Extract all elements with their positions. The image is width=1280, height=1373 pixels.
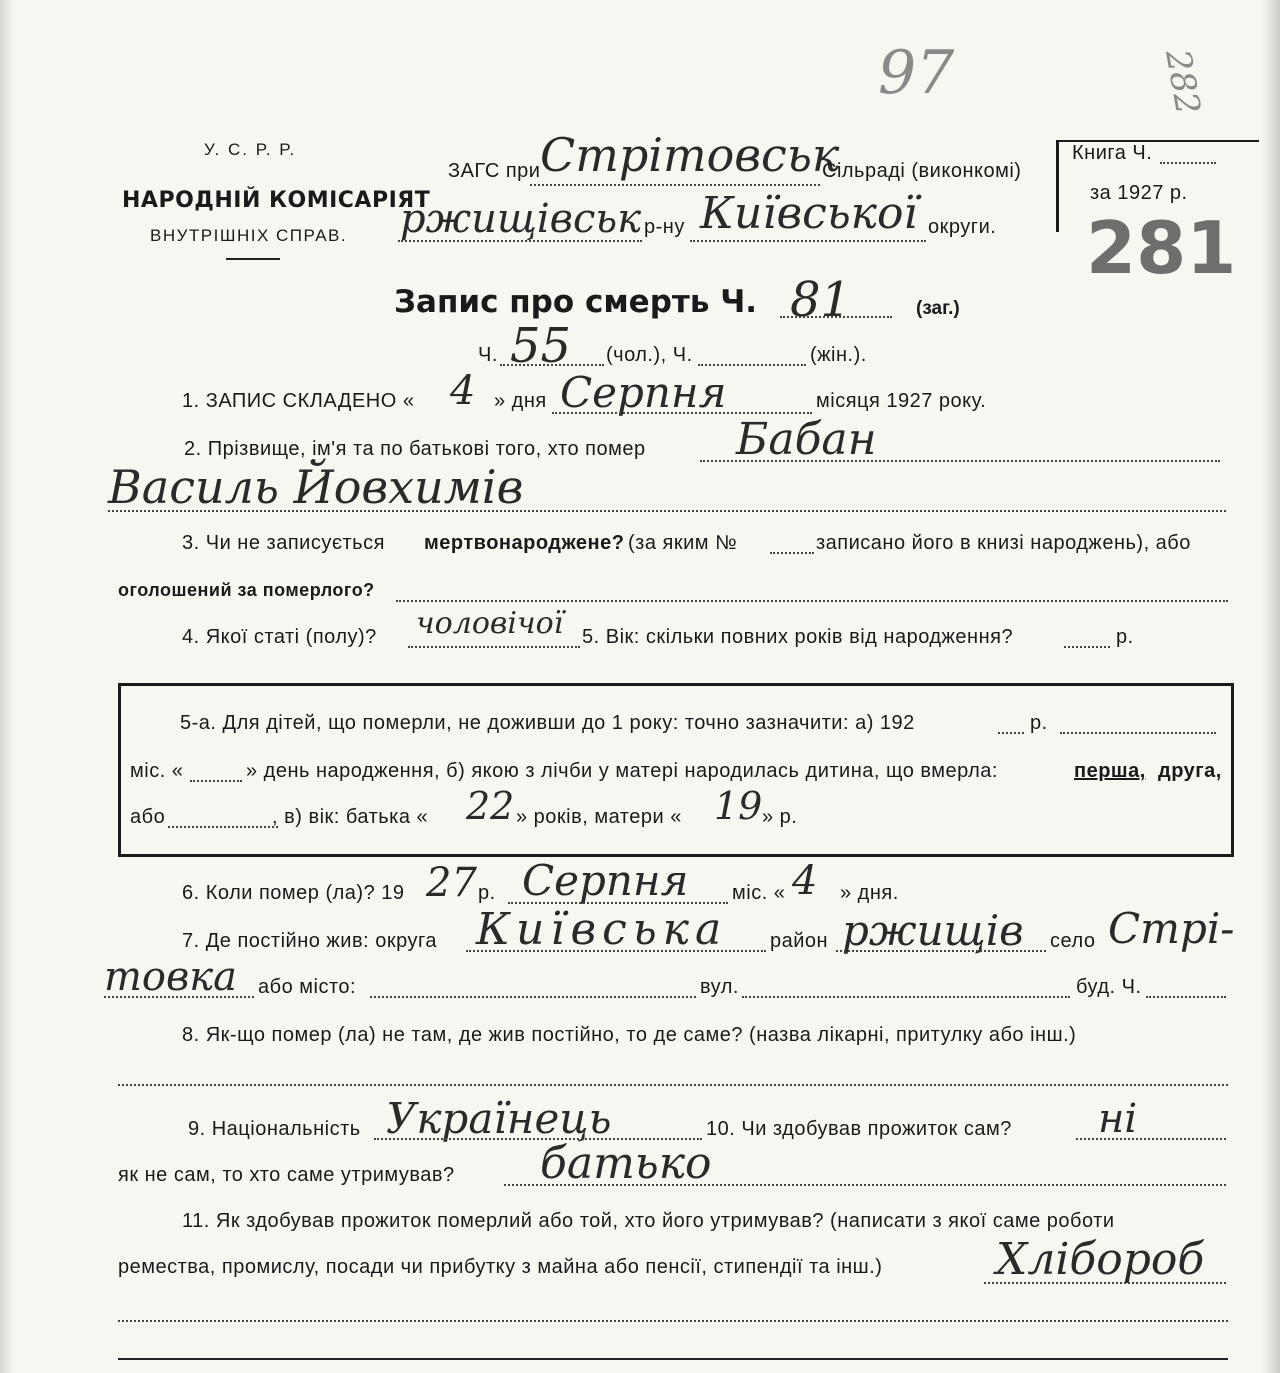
field5a-year-unit: р. — [1030, 712, 1048, 734]
pencil-mark-corner: 282 — [1157, 46, 1208, 118]
residence-rayon-handwritten: ржищів — [842, 906, 1024, 955]
residence-village-cont-line — [104, 996, 254, 998]
residence-village-cont-handwritten: товка — [104, 954, 238, 1000]
header-rule — [226, 258, 280, 260]
field5a-second: друга, — [1158, 760, 1222, 782]
residence-okrug-line — [466, 950, 766, 952]
field8-label: 8. Як-що помер (ла) не там, де жив постійно, то де саме? (назва лікарні, притулку або інш.) — [182, 1024, 1077, 1046]
bottom-rule — [118, 1358, 1228, 1360]
field3-number-line — [770, 552, 814, 554]
field11-line1: 11. Як здобував прожиток померлий або той, хто його утримував? (написати з якої саме роботи — [182, 1210, 1115, 1232]
residence-village-handwritten: Стрі- — [1108, 904, 1235, 953]
field5a-line3-c: » років, матери « — [516, 806, 682, 828]
field5a-or-line — [168, 826, 278, 828]
field10-keeper-label: як не сам, то хто саме утримував? — [118, 1164, 455, 1186]
field7-misto: або місто: — [258, 976, 357, 998]
record-title-suffix: (заг.) — [916, 298, 960, 319]
department-label: ВНУТРІШНІХ СПРАВ. — [150, 226, 348, 245]
death-month-handwritten: Серпня — [522, 856, 689, 905]
residence-city-line — [370, 996, 696, 998]
field7-rayon: район — [770, 930, 829, 952]
field7-selo: село — [1050, 930, 1096, 952]
field3-number-q: (за яким № — [628, 532, 738, 554]
zags-okrug-label: округи. — [928, 216, 997, 238]
zags-district-line — [398, 240, 642, 242]
field10-label: 10. Чи здобував прожиток сам? — [706, 1118, 1012, 1140]
zags-okrug-line — [690, 240, 926, 242]
self-support-handwritten: ні — [1098, 1096, 1138, 1142]
deceased-surname-handwritten: Бабан — [736, 414, 877, 465]
field1-day-handwritten: 4 — [450, 368, 476, 414]
residence-okrug-handwritten: Київська — [476, 904, 728, 955]
zags-district-label: р-ну — [644, 216, 685, 238]
residence-rayon-line — [836, 950, 1046, 952]
field2-surname-line — [700, 460, 1220, 462]
ussr-label: У. С. Р. Р. — [204, 140, 297, 159]
field11-extra-line — [118, 1320, 1228, 1322]
field9-label: 9. Національність — [188, 1118, 361, 1140]
field4-label: 4. Якої статі (полу)? — [182, 626, 377, 648]
occupation-handwritten: Хлібороб — [996, 1234, 1205, 1285]
mother-age-handwritten: 19 — [714, 784, 763, 828]
commissariat-title: НАРОДНІЙ КОМІСАРІЯТ — [122, 188, 431, 213]
pencil-mark-top: 97 — [878, 38, 955, 108]
male-label: (чол.), Ч. — [606, 344, 693, 366]
field5a-line3-b: , в) вік: батька « — [272, 806, 429, 828]
field5a-first: перша, — [1074, 760, 1146, 782]
record-number-line — [780, 316, 892, 318]
field3-tail: записано його в книзі народжень), або — [816, 532, 1191, 554]
zags-prefix: ЗАГС при — [448, 160, 541, 182]
field5a-line1: 5-а. Для дітей, що померли, не доживши до 1 року: точно зазначити: а) 192 — [180, 712, 915, 734]
record-number-handwritten: 81 — [790, 272, 852, 328]
male-number-line — [500, 364, 604, 366]
female-number-line — [698, 364, 806, 366]
zags-district-handwritten: ржищівськ — [400, 196, 642, 242]
field3-declared-line — [396, 600, 1228, 602]
field3-stillborn: мертвонароджене? — [424, 532, 625, 554]
page-edge-left — [0, 0, 14, 1373]
field1-label: 1. ЗАПИС СКЛАДЕНО « — [182, 390, 415, 412]
residence-house-line — [1146, 996, 1226, 998]
book-stamp-number: 281 — [1086, 206, 1237, 290]
field5a-line2-b: » день народження, б) якою з лічби у матері народилась дитина, що вмерла: — [246, 760, 998, 782]
keeper-line — [504, 1184, 1226, 1186]
field5a-line2-a: міс. « — [130, 760, 184, 782]
field3-label: 3. Чи не записується — [182, 532, 385, 554]
field5a-day-line — [190, 780, 242, 782]
nationality-handwritten: Українець — [386, 1094, 612, 1143]
sex-line — [408, 646, 580, 648]
field5a-year-tail — [1060, 732, 1216, 734]
death-year-handwritten: 27 — [426, 860, 477, 906]
field1-end: місяця 1927 року. — [816, 390, 987, 412]
field1-month-handwritten: Серпня — [560, 368, 727, 417]
book-number-line — [1160, 162, 1216, 164]
female-label: (жін.). — [810, 344, 867, 366]
zags-okrug-handwritten: Київської — [700, 188, 918, 239]
age-line — [1064, 646, 1110, 648]
field2-names-line — [108, 510, 1226, 512]
age-label: 5. Вік: скільки повних років від народження? — [582, 626, 1014, 648]
deceased-names-handwritten: Василь Йовхимів — [108, 460, 524, 514]
field6-mis: міс. « — [732, 882, 786, 904]
father-age-handwritten: 22 — [466, 784, 515, 828]
keeper-handwritten: батько — [540, 1138, 712, 1189]
self-support-line — [1076, 1138, 1226, 1140]
field5a-line3-a: або — [130, 806, 166, 828]
field2-label: 2. Прізвище, ім'я та по батькові того, хто помер — [184, 438, 646, 460]
male-number-handwritten: 55 — [510, 318, 572, 374]
death-day-handwritten: 4 — [792, 858, 818, 904]
residence-street-line — [742, 996, 1070, 998]
book-number-label: Книга Ч. — [1072, 142, 1153, 164]
page-edge-right — [1262, 0, 1280, 1373]
field8-answer-line — [118, 1084, 1228, 1086]
field3-declared-dead: оголошений за померлого? — [118, 580, 375, 600]
field11-line2: ремества, промислу, посади чи прибутку з майна або пенсії, стипендії та інш.) — [118, 1256, 883, 1278]
zags-village-line — [530, 184, 820, 186]
field5a-line3-d: » р. — [762, 806, 798, 828]
field1-mid: » дня — [494, 390, 547, 412]
field6-r: р. — [478, 882, 496, 904]
field7-label: 7. Де постійно жив: округа — [182, 930, 437, 952]
field6-label: 6. Коли помер (ла)? 19 — [182, 882, 405, 904]
field7-bud: буд. Ч. — [1076, 976, 1142, 998]
field5a-year-line — [998, 732, 1024, 734]
occupation-line — [984, 1282, 1226, 1284]
field6-end: » дня. — [840, 882, 899, 904]
zags-suffix: Сільраді (виконкомі) — [822, 160, 1022, 182]
record-title: Запис про смерть Ч. — [394, 284, 758, 320]
field7-vul: вул. — [700, 976, 739, 998]
sex-handwritten: чоловічої — [416, 606, 564, 641]
age-unit: р. — [1116, 626, 1134, 648]
subtitle-prefix: Ч. — [478, 344, 498, 366]
zags-village-handwritten: Стрітовськ — [540, 128, 840, 182]
book-year: за 1927 р. — [1090, 182, 1188, 204]
